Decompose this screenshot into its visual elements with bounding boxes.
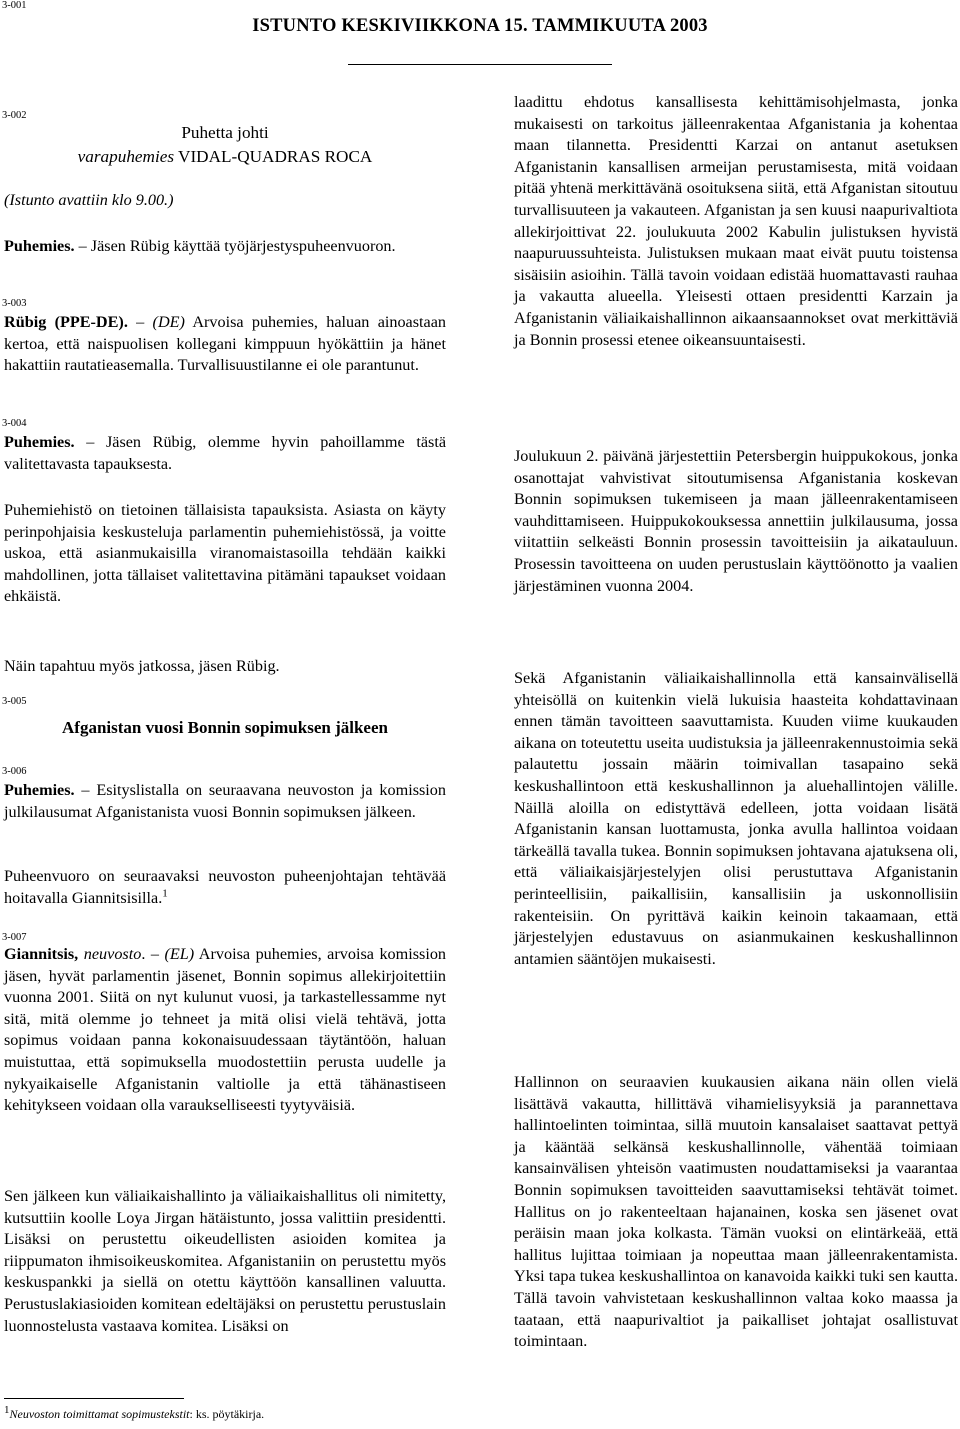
paragraph-6 <box>4 780 446 823</box>
footnote-number: 1 <box>4 1404 10 1416</box>
footnote-rest: : ks. pöytäkirja. <box>189 1407 265 1421</box>
chair-name: VIDAL-QUADRAS ROCA <box>174 147 373 166</box>
speaker: Puhemies. <box>4 433 75 451</box>
speaker-role: neuvosto <box>78 945 142 963</box>
paragraph-9: Sen jälkeen kun väliaikaishallinto ja väliaikaishallitus oli nimitetty, kutsuttiin koolle Loya Jirgan hätäistunto, jossa valittiin presidentti. Lisäksi on perustettu oikeudellisten asioiden komitea ja riippumaton ihmisoikeuskomitea. Afganistaniin on perustettu myös keskuspankki ja siellä on otettu käyttöön kansallinen valuutta. Perustuslakiasioiden komitean edeltäjäksi on perustettu perustuslain luonnostelusta vastaava komitea. Lisäksi on <box>4 1187 446 1335</box>
language-tag: – (EL) <box>145 945 195 963</box>
ref-3-006: 3-006 <box>2 766 27 777</box>
speaker: Rübig (PPE-DE). <box>4 313 128 331</box>
speech-text: Arvoisa puhemies, arvoisa komission jäsen, hyvät parlamentin jäsenet, Bonnin sopimus allekirjoitettiin vuonna 2001. Siitä on nyt kulunut vuosi, ja tarkastellessamme nyt sitä, mitä olemme jo tehneet ja mitä olisi vielä tehtävä, jotta sopimus voidaan panna kokonaisuudessaan täytäntöön, haluan muistuttaa, että sopimuksella muodostettiin perusta uudelle ja nykyaikaiselle Afganistanin valtiolle ja että tähänastiseen kehitykseen voidaan olla varaukselliseesti tyytyväisiä. <box>4 945 447 1115</box>
page-title: ISTUNTO KESKIVIIKKONA 15. TAMMIKUUTA 2003 <box>252 16 708 36</box>
page-ref: 3-001 <box>2 0 27 11</box>
opening-text: (Istunto avattiin klo 9.00.) <box>4 191 174 209</box>
paragraph-5: Näin tapahtuu myös jatkossa, jäsen Rübig. <box>4 657 280 675</box>
ref-3-005: 3-005 <box>2 696 27 707</box>
footnote <box>4 1406 264 1422</box>
footnote-mark: 1 <box>162 887 168 900</box>
paragraph-1 <box>4 236 446 258</box>
punctuation: . <box>141 945 146 963</box>
speaker: Puhemies. <box>4 781 75 799</box>
paragraph-8 <box>4 944 446 1117</box>
session-opening <box>4 190 446 212</box>
speech-text: – Jäsen Rübig käyttää työjärjestyspuheenvuoron. <box>74 237 396 255</box>
paragraph-2 <box>4 312 446 377</box>
ref-3-003: 3-003 <box>2 298 27 309</box>
footnote-title: Neuvoston toimittamat sopimustekstit <box>9 1407 190 1421</box>
ref-3-004: 3-004 <box>2 418 27 429</box>
right-paragraph-4: Hallinnon on seuraavien kuukausien aikana näin ollen vielä lisättävä vakautta, hillittävä vihamielisyyksiä ja parannettava hallintoelinten toimintaa, sillä muutoin kansalaiset saattavat pettyä ja kääntää selkänsä keskushallinnolle, vähentää toimiaan kansainvälisen yhteisön vaatimusten noudattamiseksi ja vaarantaa Bonnin sopimuksen tavoitteiden saavuttamiseksi tehtävät toimet. Hallitus on jo rakenteeltaan hajanainen, koska sen jäsenet ovat peräisin maan joka kolkasta. Tämän vuoksi on elintärkeää, että hallitus lujittaa toimiaan ja nopeuttaa maan jälleenrakentamista. Yksi tapa tukea keskushallintoa on kanavoida kaikki tuki sen kautta. Tällä tavoin vahvistetaan keskushallinnon valtaa koko maassa ja taataan, että naapurivaltiot ja paikalliset johtajat osallistuvat toimintaan. <box>514 1073 958 1351</box>
chair-role: varapuhemies <box>77 147 175 166</box>
right-paragraph-1: laadittu ehdotus kansallisesta kehittämisohjelmasta, jonka mukaisesti on tarkoitus jälleenrakentaa Afganistania ja kohentaa maan tilannetta. Presidentti Karzai on antanut asetuksen Afganistanin kansallisen armeijan perustamisesta, mitä voidaan pitää yhtenä merkittävänä osoituksena siitä, että Afganistan sitoutuu turvallisuuteen ja vakauteen. Afganistan ja sen kuusi naapurivaltiota allekirjoittivat 22. joulukuuta 2002 Kabulin julistuksen hyvistä naapuruussuhteista. Julistuksen mukaan maat eivät puutu toistensa sisäisiin asioihin. Tällä tavoin voidaan edistää huomattavasti rauhaa ja vakautta alueella. Yleisesti ottaen presidentti Karzain ja Afganistanin väliaikaishallinnon aikaansaannokset ovat merkittäviä ja Bonnin prosessi etenee oikeansuuntaisesti. <box>514 93 958 349</box>
footnote-rule <box>4 1398 184 1399</box>
paragraph-7 <box>4 866 446 909</box>
speaker: Giannitsis, <box>4 945 79 963</box>
chair-line-2 <box>4 146 446 168</box>
paragraph-3 <box>4 432 446 475</box>
ref-3-002: 3-002 <box>2 110 27 121</box>
speaker: Puhemies. <box>4 237 75 255</box>
speech-text: Arvoisa puhemies, haluan ainoastaan kertoa, että naispuolisen kollegani kimppuun hyökättiin ja hänet hakattiin rautatieasemalla. Turvallisuustilanne ei ole parantunut. <box>4 313 447 375</box>
chair-line-1: Puhetta johti <box>181 123 269 142</box>
speech-text: Puheenvuoro on seuraavaksi neuvoston puheenjohtajan tehtävää hoitavalla Giannitsisilla. <box>4 867 446 907</box>
speech-text: – Esityslistalla on seuraavana neuvoston ja komission julkilausumat Afganistanista vuosi Bonnin sopimuksen jälkeen. <box>4 781 446 821</box>
right-paragraph-3: Sekä Afganistanin väliaikaishallinnolla että kansainvälisellä yhteisöllä on kuitenkin vielä lukuisia haasteita kohdattavinaan ennen tämän tavoitteen saavuttamista. Kuuden viime kuukauden aikana on toteutettu useita uudistuksia ja jälleenrakennustoimia sekä palautettu jossain määrin toimivallan tasapaino sekä keskushallintoon että keskushallinnon ja aluehallintojen välille. Näillä aloilla on edistyttävä edelleen, jotta voidaan lisätä Afganistanin kansan luottamusta, jonka avulla hallintoa voidaan tärkeällä tavalla tukea. Bonnin sopimuksen johtavana ajatuksena oli, että väliaikaisjärjestelyjen olisi perustuttava Afganistanin perinteellisiin, paikallisiin, kansallisiin ja uskonnollisiin rakenteisiin. On pyrittävä kaikin keinoin takaamaan, että järjestelyjen edustavuus on asianmukainen keskushallinnon antamien sääntöjen mukaisesti. <box>514 669 958 968</box>
right-paragraph-2: Joulukuun 2. päivänä järjestettiin Petersbergin huippukokous, jonka osanottajat vahvistivat sitoutumisensa Afganistania koskevan Bonnin sopimuksen tukemiseen ja maan jälleenrakentamiseen vauhdittamiseen. Huippukokouksessa annettiin julkilausuma, jossa viitattiin selkeästi Bonnin prosessin tavoitteisiin ja aikatauluun. Prosessin tavoitteena on uuden perustuslain käyttöönotto ja vaalien järjestäminen vuonna 2004. <box>514 447 958 595</box>
language-tag: – (DE) <box>127 313 185 331</box>
title-rule <box>348 64 612 65</box>
paragraph-4: Puhemiehistö on tietoinen tällaisista tapauksista. Asiasta on käyty perinpohjaisia keskusteluja parlamentin puhemiehistössä, ja voitte uskoa, että asianmukaisilla viranomaistasoilla tehdään kaikki mahdollinen, jotta tällaiset valitettavina pitämäni tapaukset voidaan ehkäistä. <box>4 501 446 606</box>
ref-3-007: 3-007 <box>2 932 27 943</box>
speech-text: – Jäsen Rübig, olemme hyvin pahoillamme tästä valitettavasta tapauksesta. <box>4 433 446 473</box>
section-heading: Afganistan vuosi Bonnin sopimuksen jälkeen <box>62 718 388 737</box>
